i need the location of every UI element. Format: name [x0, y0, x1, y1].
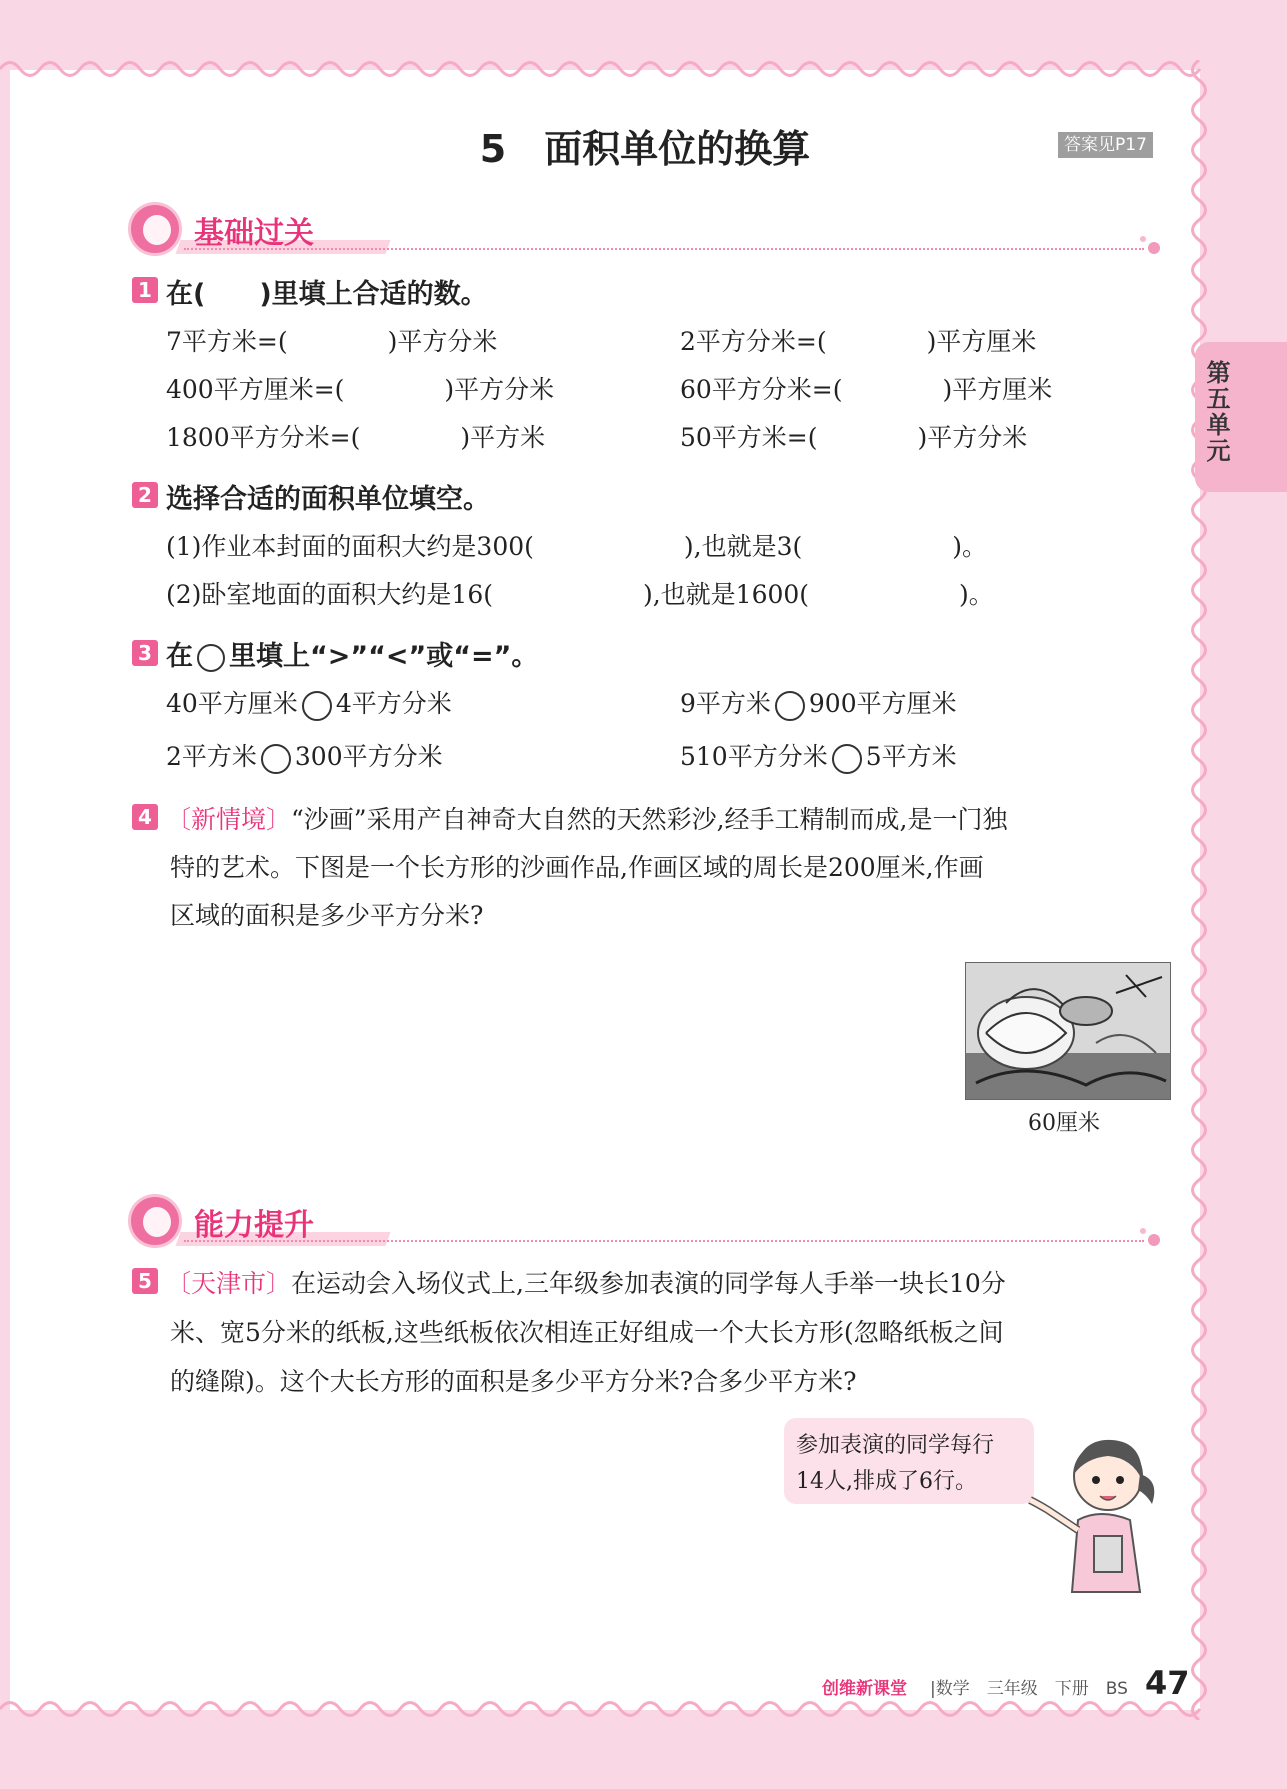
prompt-text: 在 — [166, 641, 193, 672]
divider-dot-icon — [1148, 1234, 1160, 1246]
fill-in-item: 400平方厘米=( )平方分米 — [166, 375, 555, 404]
wavy-border-top — [0, 56, 1205, 82]
compare-right: 5平方米 — [865, 742, 957, 771]
question-line: 区域的面积是多少平方分米? — [170, 901, 484, 930]
question-number: 3 — [132, 640, 158, 666]
section-title: 基础过关 — [194, 216, 314, 251]
mascot-badge-icon — [128, 202, 182, 256]
compare-right: 300平方分米 — [294, 742, 443, 771]
fill-in-item: 50平方米=( )平方分米 — [680, 423, 1028, 452]
question-line: 米、宽5分米的纸板,这些纸板依次相连正好组成一个大长方形(忽略纸板之间 — [170, 1318, 1004, 1347]
comparison-item — [166, 737, 443, 774]
speech-text: 14人,排成了6行。 — [796, 1469, 977, 1494]
question-line — [166, 1264, 1006, 1300]
comparison-item — [680, 684, 957, 721]
question-text: “沙画”采用产自神奇大自然的天然彩沙,经手工精制而成,是一门独 — [291, 805, 1008, 834]
girl-illustration-icon — [1020, 1424, 1180, 1594]
sand-painting-image — [965, 962, 1171, 1100]
question-line: 特的艺术。下图是一个长方形的沙画作品,作画区域的周长是200厘米,作画 — [170, 853, 984, 882]
fill-in-item: (1)作业本封面的面积大约是300( ),也就是3( )。 — [166, 532, 987, 561]
wavy-border-bottom — [0, 1696, 1205, 1722]
fill-in-item: (2)卧室地面的面积大约是16( ),也就是1600( )。 — [166, 580, 994, 609]
divider-dot-icon — [1140, 1228, 1146, 1234]
question-prompt: 在( )里填上合适的数。 — [166, 279, 488, 310]
section-header-basic — [128, 202, 1168, 256]
answer-reference-badge: 答案见P17 — [1058, 132, 1153, 158]
comparison-circle-icon — [261, 744, 291, 774]
section-header-advanced — [128, 1194, 1168, 1248]
question-number: 1 — [132, 277, 158, 303]
compare-right: 4平方分米 — [335, 689, 452, 718]
question-line: 的缝隙)。这个大长方形的面积是多少平方分米?合多少平方米? — [170, 1367, 857, 1396]
comparison-item — [166, 684, 452, 721]
dotted-divider — [184, 248, 1144, 250]
mascot-badge-icon — [128, 1194, 182, 1248]
divider-dot-icon — [1148, 242, 1160, 254]
comparison-circle-icon — [775, 691, 805, 721]
fill-in-item: 60平方分米=( )平方厘米 — [680, 375, 1053, 404]
footer-book-info: |数学 三年级 下册 BS — [930, 1679, 1128, 1699]
divider-dot-icon — [1140, 236, 1146, 242]
wavy-border-right — [1186, 60, 1212, 1720]
unit-tab-label: 第五单元 — [1202, 360, 1230, 464]
question-text: 在运动会入场仪式上,三年级参加表演的同学每人手举一块长10分 — [291, 1269, 1006, 1298]
page-title: 5 面积单位的换算 — [479, 127, 811, 171]
fill-in-item: 7平方米=( )平方分米 — [166, 327, 498, 356]
question-line — [166, 800, 1007, 836]
question-tag: 〔天津市〕 — [166, 1269, 292, 1298]
dotted-divider — [184, 1240, 1144, 1242]
comparison-circle-icon — [302, 691, 332, 721]
section-title: 能力提升 — [194, 1208, 314, 1243]
footer-brand: 创维新课堂 — [822, 1679, 907, 1699]
comparison-circle-icon — [197, 644, 225, 672]
prompt-text: 里填上“>”“<”或“=”。 — [229, 641, 539, 672]
compare-left: 9平方米 — [680, 689, 771, 718]
question-prompt: 选择合适的面积单位填空。 — [166, 484, 490, 515]
question-number: 5 — [132, 1268, 158, 1294]
question-prompt — [166, 634, 538, 673]
question-number: 4 — [132, 804, 158, 830]
compare-left: 2平方米 — [166, 742, 257, 771]
compare-right: 900平方厘米 — [808, 689, 957, 718]
comparison-item — [680, 737, 957, 774]
compare-left: 510平方分米 — [680, 742, 828, 771]
page-number: 47 — [1145, 1664, 1190, 1702]
fill-in-item: 1800平方分米=( )平方米 — [166, 423, 546, 452]
image-dimension-caption: 60厘米 — [1028, 1111, 1100, 1136]
question-number: 2 — [132, 482, 158, 508]
fill-in-item: 2平方分米=( )平方厘米 — [680, 327, 1037, 356]
speech-text: 参加表演的同学每行 — [796, 1433, 995, 1458]
comparison-circle-icon — [832, 744, 862, 774]
compare-left: 40平方厘米 — [166, 689, 298, 718]
question-tag: 〔新情境〕 — [166, 805, 292, 834]
